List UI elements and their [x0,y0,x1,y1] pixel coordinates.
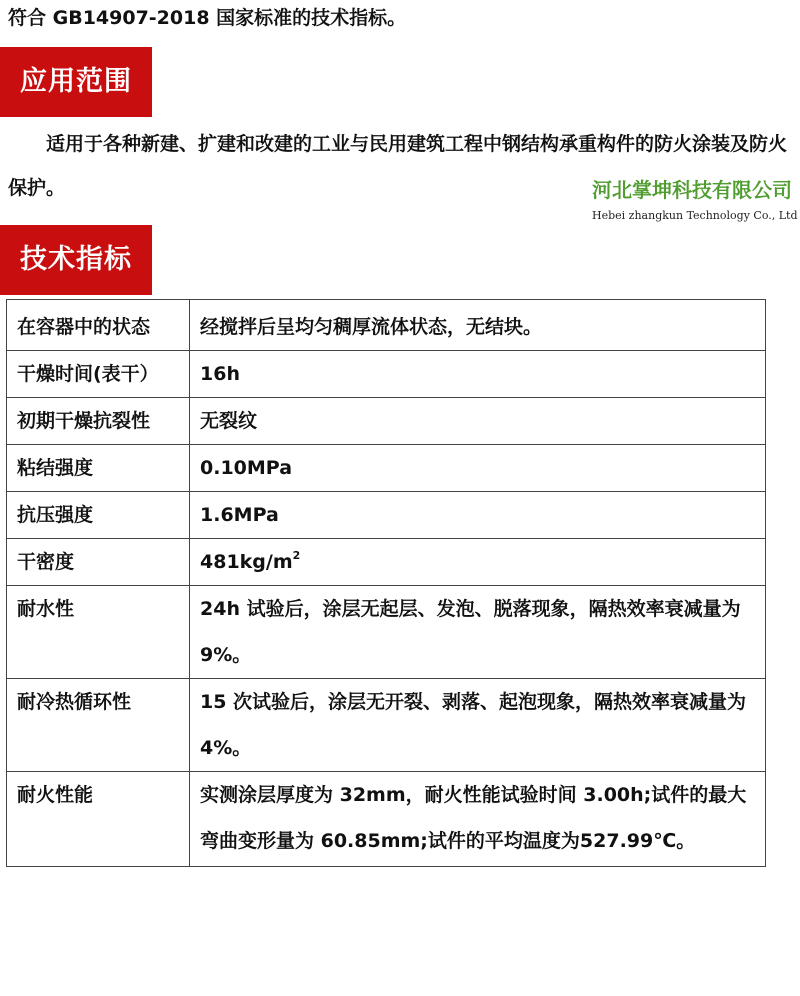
section-header-scope: 应用范围 [0,47,152,117]
spec-value: 15 次试验后，涂层无开裂、剥落、起泡现象，隔热效率衰减量为 4%。 [190,679,766,772]
spec-value: 24h 试验后，涂层无起层、发泡、脱落现象，隔热效率衰减量为 9%。 [190,586,766,679]
table-row [7,351,766,398]
table-row [7,492,766,539]
section-header-tech: 技术指标 [0,225,152,295]
company-name-en: Hebei zhangkun Technology Co., Ltd [592,209,798,222]
spec-table [6,299,766,867]
spec-value: 经搅拌后呈均匀稠厚流体状态，无结块。 [190,300,766,351]
spec-label: 初期干燥抗裂性 [7,398,190,445]
superscript-exponent: 2 [292,548,301,562]
table-row [7,398,766,445]
table-row [7,445,766,492]
spec-value-text: 481kg/m [200,551,293,573]
table-row [7,539,766,586]
spec-value: 16h [190,351,766,398]
spec-label: 抗压强度 [7,492,190,539]
table-row [7,300,766,351]
spec-value: 0.10MPa [190,445,766,492]
spec-label: 耐冷热循环性 [7,679,190,772]
intro-text: 符合 GB14907-2018 国家标准的技术指标。 [8,7,407,29]
spec-label: 干燥时间(表干） [7,351,190,398]
spec-value [190,539,766,586]
company-name-cn: 河北掌坤科技有限公司 [592,178,792,202]
spec-label: 粘结强度 [7,445,190,492]
company-logo [592,177,796,224]
spec-label: 耐水性 [7,586,190,679]
spec-value: 无裂纹 [190,398,766,445]
table-row [7,679,766,772]
spec-label: 在容器中的状态 [7,300,190,351]
scope-description: 适用于各种新建、扩建和改建的工业与民用建筑工程中钢结构承重构件的防火涂装及防火保护。 [8,133,788,199]
spec-label: 耐火性能 [7,772,190,867]
spec-value: 1.6MPa [190,492,766,539]
spec-value: 实测涂层厚度为 32mm，耐火性能试验时间 3.00h;试件的最大弯曲变形量为 60.85mm;试件的平均温度为527.99℃。 [190,772,766,867]
spec-label: 干密度 [7,539,190,586]
table-row [7,772,766,867]
table-row [7,586,766,679]
